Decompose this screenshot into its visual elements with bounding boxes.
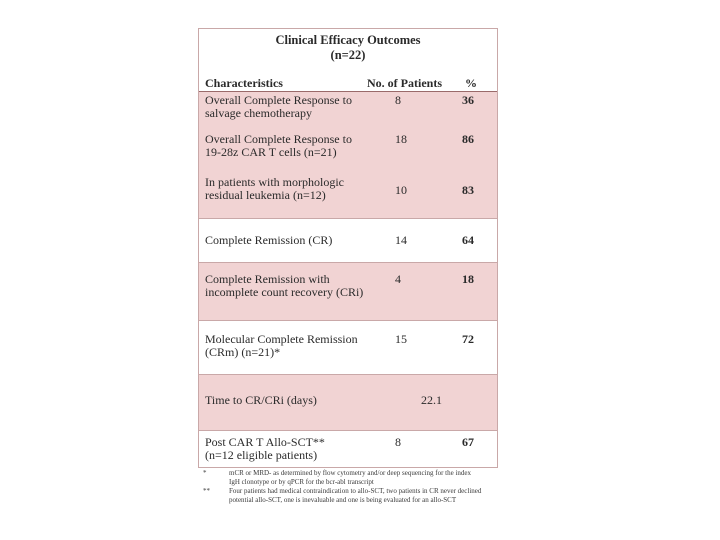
- table-row: [199, 218, 497, 262]
- table-row: [199, 374, 497, 430]
- row-divider: [199, 262, 497, 263]
- footnote: [203, 469, 483, 487]
- row-percent: 36: [462, 93, 474, 107]
- header-patients: No. of Patients: [367, 76, 442, 90]
- row-divider: [199, 374, 497, 375]
- table-row-group: [199, 92, 497, 218]
- row-patients: 10: [395, 183, 407, 197]
- footnote-marker: *: [203, 469, 207, 477]
- efficacy-table: [198, 28, 498, 468]
- header-characteristics: Characteristics: [205, 76, 283, 90]
- footnote-text: Four patients had medical contraindication to allo-SCT, two patients in CR never declined potential allo-SCT, one is inevaluable and one is being evaluated for an allo-SCT: [229, 487, 482, 504]
- header-percent: %: [465, 76, 477, 90]
- row-label: In patients with morphologic residual leukemia (n=12): [205, 175, 344, 202]
- row-divider: [199, 320, 497, 321]
- row-label: Complete Remission with incomplete count recovery (CRi): [205, 272, 364, 299]
- row-divider: [199, 218, 497, 219]
- row-label: Complete Remission (CR): [205, 233, 333, 247]
- row-label: Overall Complete Response to salvage chemotherapy: [205, 93, 352, 120]
- footnotes: [203, 469, 483, 505]
- footnote-marker: **: [203, 487, 210, 495]
- row-divider: [199, 430, 497, 431]
- table-row: [199, 320, 497, 374]
- row-patients: 14: [395, 233, 407, 247]
- table-row: [199, 430, 497, 467]
- table-header: [199, 75, 497, 92]
- table-title: [199, 33, 497, 63]
- row-percent: 83: [462, 183, 474, 197]
- row-percent: 18: [462, 272, 474, 286]
- row-patients: 15: [395, 332, 407, 346]
- table-title-line2: (n=22): [330, 48, 366, 62]
- row-patients: 8: [395, 435, 401, 449]
- row-patients: 8: [395, 93, 401, 107]
- row-label: Overall Complete Response to 19-28z CAR T cells (n=21): [205, 132, 352, 159]
- table-title-line1: Clinical Efficacy Outcomes: [275, 33, 421, 47]
- row-patients: 4: [395, 272, 401, 286]
- footnote: [203, 487, 483, 505]
- row-percent: 72: [462, 332, 474, 346]
- row-label: Molecular Complete Remission (CRm) (n=21)*: [205, 332, 358, 359]
- row-value: 22.1: [421, 393, 442, 407]
- row-percent: 67: [462, 435, 474, 449]
- row-label: Time to CR/CRi (days): [205, 393, 317, 407]
- row-percent: 86: [462, 132, 474, 146]
- row-patients: 18: [395, 132, 407, 146]
- footnote-text: mCR or MRD- as determined by flow cytometry and/or deep sequencing for the index IgH clonotype or by qPCR for the bcr-abl transcript: [229, 469, 472, 486]
- row-percent: 64: [462, 233, 474, 247]
- row-label: Post CAR T Allo-SCT** (n=12 eligible patients): [205, 435, 325, 462]
- table-row: [199, 262, 497, 320]
